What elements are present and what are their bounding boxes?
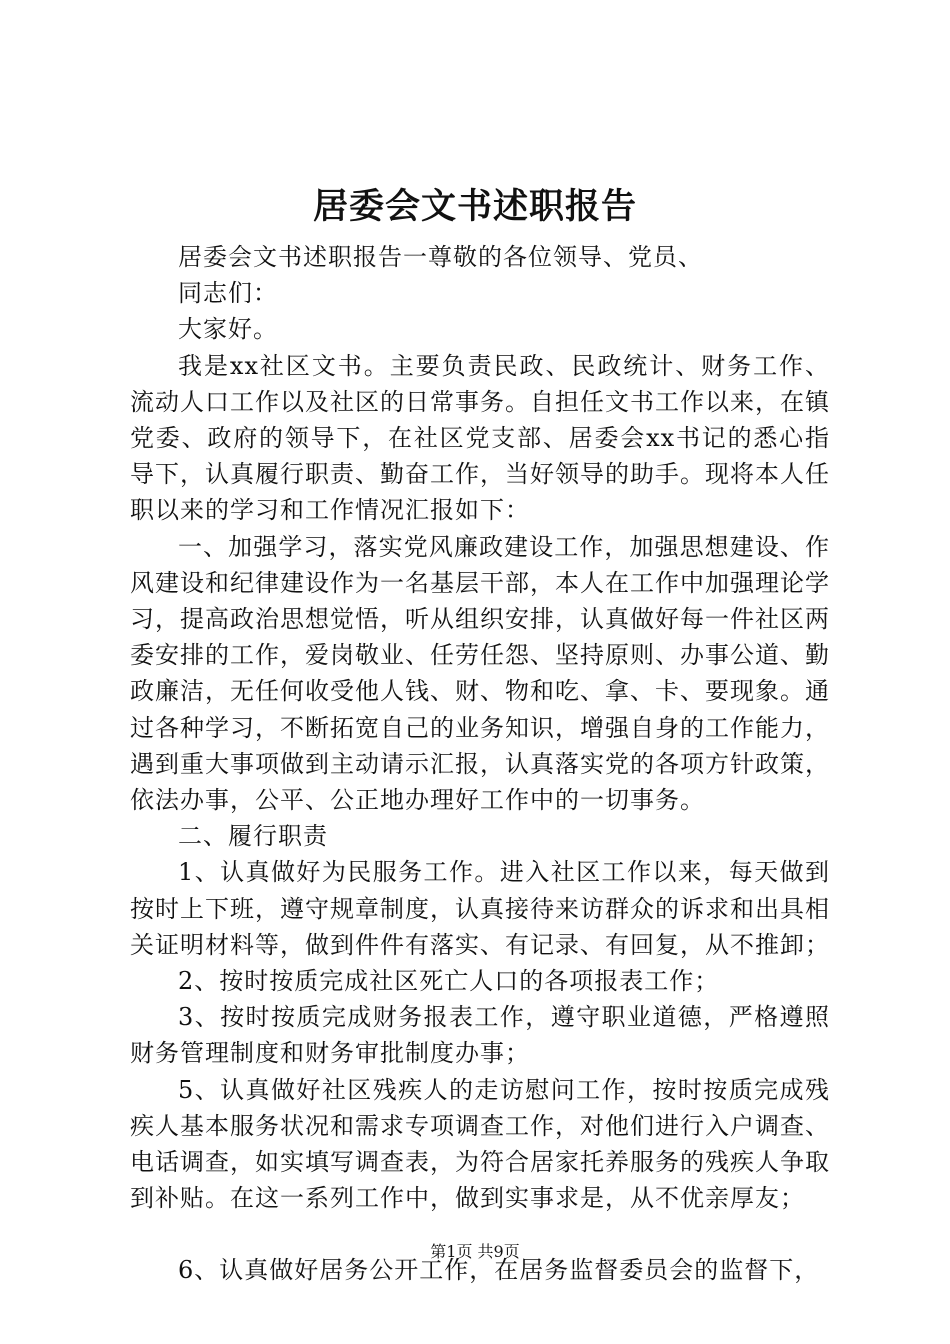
document-body [130,239,830,1289]
paragraph-hello: 大家好。 [178,315,278,344]
paragraph-duty-5: 5、认真做好社区残疾人的走访慰问工作，按时按质完成残疾人基本服务状况和需求专项调查工作，对他们进行入户调查、电话调查，如实填写调查表，为符合居家托养服务的残疾人争取到补贴。在这一系列工作中，做到实事求是，从不优亲厚友； [130,1075,830,1213]
paragraph-duty-6: 6、认真做好居务公开工作，在居务监督委员会的监督下， [178,1256,820,1285]
paragraph-duty-3: 3、按时按质完成财务报表工作，遵守职业道德，严格遵照财务管理制度和财务审批制度办事； [130,1003,830,1068]
document-title: 居委会文书述职报告 [312,186,637,227]
paragraph-duty-2: 2、按时按质完成社区死亡人口的各项报表工作； [178,967,720,996]
paragraph-duty-1: 1、认真做好为民服务工作。进入社区工作以来，每天做到按时上下班，遵守规章制度，认真接待来访群众的诉求和出具相关证明材料等，做到件件有落实、有记录、有回复，从不推卸； [130,858,830,959]
paragraph-section-duties-heading: 二、履行职责 [178,822,328,851]
paragraph-salutation: 同志们： [178,279,278,308]
page-footer: 第1页 共9页 [430,1242,520,1261]
paragraph-section-study: 一、加强学习，落实党风廉政建设工作，加强思想建设、作风建设和纪律建设作为一名基层干部，本人在工作中加强理论学习，提高政治思想觉悟，听从组织安排，认真做好每一件社区两委安排的工作，爱岗敬业、任劳任怨、坚持原则、办事公道、勤政廉洁，无任何收受他人钱、财、物和吃、拿、卡、要现象。通过各种学习，不断拓宽自己的业务知识，增强自身的工作能力，遇到重大事项做到主动请示汇报，认真落实党的各项方针政策，依法办事，公平、公正地办理好工作中的一切事务。 [130,532,830,815]
paragraph-intro: 我是xx社区文书。主要负责民政、民政统计、财务工作、流动人口工作以及社区的日常事务。自担任文书工作以来，在镇党委、政府的领导下，在社区党支部、居委会xx书记的悉心指导下，认真履行职责、勤奋工作，当好领导的助手。现将本人任职以来的学习和工作情况汇报如下： [130,351,830,525]
paragraph-greeting: 居委会文书述职报告一尊敬的各位领导、党员、 [178,243,703,271]
